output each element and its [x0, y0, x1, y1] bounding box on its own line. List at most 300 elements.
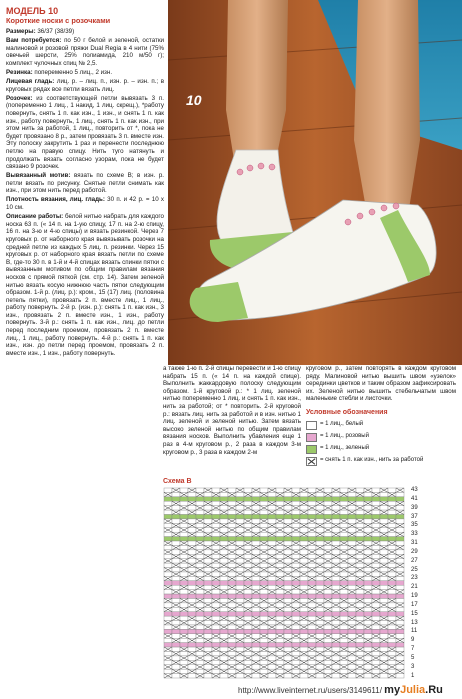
chart-cell: [212, 594, 220, 598]
chart-row-number: 1: [411, 672, 415, 679]
chart-cell: [380, 607, 388, 611]
chart-cell: [228, 625, 236, 629]
chart-cell: [316, 634, 324, 638]
chart-cell: [212, 625, 220, 629]
chart-cell: [372, 629, 380, 633]
chart-cell: [276, 651, 284, 655]
chart-cell: [284, 674, 292, 678]
chart-cell: [252, 612, 260, 616]
instruction-paragraph: [6, 37, 164, 67]
chart-cell: [284, 643, 292, 647]
chart-cell: [372, 638, 380, 642]
chart-row-number: 13: [411, 619, 418, 626]
chart-cell: [180, 501, 188, 505]
chart-cell: [188, 506, 196, 510]
chart-cell: [316, 528, 324, 532]
chart-cell: [372, 643, 380, 647]
chart-cell: [196, 488, 204, 492]
chart-cell: [324, 660, 332, 664]
chart-cell: [284, 519, 292, 523]
pattern-instructions-column: [6, 6, 164, 359]
chart-cell: [180, 523, 188, 527]
chart-cell: [244, 497, 252, 501]
chart-cell: [388, 488, 396, 492]
chart-cell: [268, 647, 276, 651]
chart-cell: [388, 545, 396, 549]
chart-cell: [364, 550, 372, 554]
chart-cell: [180, 510, 188, 514]
chart-cell: [396, 585, 404, 589]
chart-cell: [172, 612, 180, 616]
chart-cell: [260, 532, 268, 536]
chart-cell: [356, 563, 364, 567]
chart-cell: [332, 598, 340, 602]
chart-cell: [284, 541, 292, 545]
chart-cell: [268, 634, 276, 638]
chart-row-number: 25: [411, 566, 418, 573]
chart-cell: [196, 581, 204, 585]
chart-cell: [236, 550, 244, 554]
chart-cell: [324, 638, 332, 642]
chart-cell: [292, 603, 300, 607]
chart-cell: [332, 515, 340, 519]
footer-brand: [384, 684, 443, 696]
chart-cell: [236, 594, 244, 598]
chart-cell: [308, 616, 316, 620]
chart-cell: [228, 501, 236, 505]
chart-cell: [276, 497, 284, 501]
chart-cell: [308, 532, 316, 536]
chart-cell: [292, 510, 300, 514]
chart-cell: [164, 515, 172, 519]
chart-cell: [356, 612, 364, 616]
chart-cell: [348, 537, 356, 541]
chart-cell: [236, 541, 244, 545]
chart-cell: [268, 621, 276, 625]
chart-cell: [284, 647, 292, 651]
chart-cell: [212, 603, 220, 607]
chart-cell: [356, 643, 364, 647]
chart-cell: [188, 665, 196, 669]
chart-cell: [268, 598, 276, 602]
chart-cell: [252, 506, 260, 510]
chart-cell: [380, 598, 388, 602]
chart-cell: [268, 541, 276, 545]
chart-cell: [164, 497, 172, 501]
chart-cell: [236, 629, 244, 633]
chart-cell: [164, 488, 172, 492]
chart-cell: [172, 537, 180, 541]
chart-cell: [164, 501, 172, 505]
paragraph-label: Вывязанный мотив:: [6, 172, 71, 180]
chart-cell: [236, 515, 244, 519]
sock-photo: [168, 0, 462, 365]
chart-cell: [244, 660, 252, 664]
chart-cell: [308, 651, 316, 655]
chart-cell: [332, 612, 340, 616]
chart-cell: [292, 643, 300, 647]
chart-cell: [300, 559, 308, 563]
chart-cell: [220, 537, 228, 541]
chart-cell: [364, 674, 372, 678]
chart-cell: [180, 651, 188, 655]
chart-cell: [228, 638, 236, 642]
chart-cell: [236, 492, 244, 496]
chart-cell: [228, 497, 236, 501]
chart-cell: [228, 554, 236, 558]
chart-cell: [276, 638, 284, 642]
chart-cell: [228, 488, 236, 492]
chart-cell: [300, 594, 308, 598]
chart-cell: [284, 492, 292, 496]
chart-cell: [188, 537, 196, 541]
chart-cell: [396, 506, 404, 510]
chart-cell: [252, 576, 260, 580]
chart-cell: [164, 572, 172, 576]
chart-cell: [348, 550, 356, 554]
chart-cell: [364, 594, 372, 598]
chart-cell: [372, 497, 380, 501]
chart-row-number: 31: [411, 540, 418, 547]
chart-cell: [380, 492, 388, 496]
chart-cell: [172, 594, 180, 598]
chart-cell: [396, 643, 404, 647]
chart-cell: [316, 594, 324, 598]
chart-cell: [348, 674, 356, 678]
chart-cell: [260, 638, 268, 642]
chart-cell: [180, 603, 188, 607]
chart-cell: [348, 607, 356, 611]
paragraph-label: Розочек:: [6, 94, 33, 102]
chart-cell: [308, 638, 316, 642]
chart-cell: [364, 519, 372, 523]
chart-cell: [388, 515, 396, 519]
chart-cell: [252, 634, 260, 638]
chart-cell: [164, 554, 172, 558]
chart-cell: [364, 506, 372, 510]
chart-cell: [292, 488, 300, 492]
chart-cell: [356, 638, 364, 642]
chart-cell: [284, 665, 292, 669]
chart-cell: [220, 559, 228, 563]
chart-cell: [228, 515, 236, 519]
chart-cell: [388, 590, 396, 594]
chart-cell: [372, 501, 380, 505]
chart-cell: [300, 612, 308, 616]
chart-cell: [284, 515, 292, 519]
chart-cell: [180, 532, 188, 536]
chart-cell: [236, 612, 244, 616]
chart-cell: [340, 523, 348, 527]
chart-cell: [180, 612, 188, 616]
chart-cell: [364, 643, 372, 647]
chart-cell: [300, 643, 308, 647]
chart-cell: [316, 665, 324, 669]
chart-cell: [292, 638, 300, 642]
chart-cell: [324, 669, 332, 673]
chart-cell: [268, 581, 276, 585]
chart-cell: [348, 519, 356, 523]
chart-cell: [276, 545, 284, 549]
chart-cell: [236, 528, 244, 532]
chart-cell: [388, 651, 396, 655]
chart-cell: [332, 585, 340, 589]
chart-cell: [284, 598, 292, 602]
chart-cell: [340, 537, 348, 541]
chart-cell: [220, 607, 228, 611]
chart-cell: [212, 554, 220, 558]
chart-cell: [268, 559, 276, 563]
chart-cell: [260, 545, 268, 549]
chart-cell: [372, 581, 380, 585]
chart-cell: [316, 607, 324, 611]
chart-cell: [292, 669, 300, 673]
brand-part-julia: Julia: [400, 684, 426, 696]
chart-row-number: 27: [411, 557, 418, 564]
chart-cell: [204, 629, 212, 633]
chart-cell: [324, 612, 332, 616]
chart-cell: [340, 638, 348, 642]
chart-cell: [396, 598, 404, 602]
chart-cell: [324, 594, 332, 598]
chart-cell: [244, 651, 252, 655]
chart-cell: [268, 528, 276, 532]
chart-cell: [180, 515, 188, 519]
chart-cell: [268, 515, 276, 519]
chart-cell: [164, 537, 172, 541]
chart-cell: [228, 532, 236, 536]
chart-cell: [348, 541, 356, 545]
chart-cell: [380, 506, 388, 510]
chart-cell: [188, 585, 196, 589]
chart-cell: [204, 634, 212, 638]
chart-cell: [228, 594, 236, 598]
chart-cell: [252, 515, 260, 519]
chart-cell: [324, 572, 332, 576]
chart-cell: [268, 568, 276, 572]
chart-cell: [260, 488, 268, 492]
chart-cell: [316, 559, 324, 563]
paragraph-label: Плотность вязания, лиц. гладь:: [6, 196, 105, 204]
chart-cell: [164, 510, 172, 514]
chart-cell: [292, 501, 300, 505]
paragraph-text: лиц. р. – лиц. п., изн. р. – изн. п.; в круговых рядах все петли вязать лиц.: [6, 78, 164, 93]
chart-cell: [300, 576, 308, 580]
model-title: МОДЕЛЬ 10: [6, 6, 59, 16]
chart-cell: [372, 488, 380, 492]
chart-cell: [324, 603, 332, 607]
chart-cell: [172, 643, 180, 647]
chart-cell: [260, 501, 268, 505]
chart-cell: [396, 665, 404, 669]
chart-cell: [172, 634, 180, 638]
chart-cell: [188, 541, 196, 545]
chart-cell: [380, 581, 388, 585]
chart-cell: [372, 625, 380, 629]
chart-row-number: 41: [411, 495, 418, 502]
chart-cell: [332, 656, 340, 660]
chart-cell: [212, 563, 220, 567]
chart-cell: [380, 665, 388, 669]
chart-cell: [324, 510, 332, 514]
model-subtitle: Короткие носки с розочками: [6, 16, 111, 25]
chart-cell: [348, 621, 356, 625]
chart-cell: [204, 674, 212, 678]
chart-cell: [252, 621, 260, 625]
chart-cell: [236, 665, 244, 669]
knitting-chart: [163, 487, 409, 679]
chart-cell: [196, 625, 204, 629]
chart-cell: [180, 537, 188, 541]
chart-row-number: 11: [411, 628, 418, 635]
chart-cell: [300, 656, 308, 660]
chart-cell: [292, 581, 300, 585]
chart-cell: [276, 523, 284, 527]
chart-cell: [332, 528, 340, 532]
chart-cell: [164, 590, 172, 594]
chart-cell: [348, 528, 356, 532]
chart-cell: [292, 545, 300, 549]
chart-cell: [372, 594, 380, 598]
chart-cell: [172, 585, 180, 589]
chart-cell: [324, 554, 332, 558]
instruction-paragraph: [6, 172, 164, 195]
chart-cell: [316, 537, 324, 541]
chart-cell: [332, 643, 340, 647]
instruction-paragraphs: [6, 28, 164, 357]
chart-cell: [164, 660, 172, 664]
chart-cell: [180, 638, 188, 642]
chart-cell: [364, 607, 372, 611]
chart-cell: [212, 537, 220, 541]
chart-cell: [364, 492, 372, 496]
chart-cell: [212, 643, 220, 647]
chart-cell: [308, 625, 316, 629]
chart-cell: [204, 550, 212, 554]
chart-cell: [180, 643, 188, 647]
chart-cell: [180, 545, 188, 549]
chart-cell: [324, 501, 332, 505]
chart-cell: [308, 643, 316, 647]
chart-cell: [316, 598, 324, 602]
chart-cell: [244, 554, 252, 558]
chart-cell: [372, 651, 380, 655]
chart-cell: [164, 532, 172, 536]
chart-cell: [324, 581, 332, 585]
chart-cell: [340, 554, 348, 558]
chart-cell: [316, 674, 324, 678]
chart-cell: [300, 541, 308, 545]
chart-cell: [380, 621, 388, 625]
chart-row-number: 3: [411, 663, 415, 670]
chart-cell: [380, 541, 388, 545]
chart-cell: [284, 621, 292, 625]
chart-cell: [172, 515, 180, 519]
chart-cell: [348, 598, 356, 602]
chart-cell: [308, 523, 316, 527]
chart-cell: [244, 532, 252, 536]
chart-cell: [396, 576, 404, 580]
chart-cell: [236, 598, 244, 602]
chart-cell: [252, 541, 260, 545]
chart-cell: [212, 612, 220, 616]
chart-cell: [164, 594, 172, 598]
chart-cell: [196, 638, 204, 642]
chart-cell: [172, 550, 180, 554]
chart-cell: [172, 598, 180, 602]
chart-cell: [276, 532, 284, 536]
chart-cell: [276, 537, 284, 541]
chart-cell: [308, 590, 316, 594]
chart-cell: [244, 501, 252, 505]
chart-cell: [172, 528, 180, 532]
chart-cell: [284, 576, 292, 580]
chart-cell: [340, 501, 348, 505]
chart-cell: [340, 629, 348, 633]
chart-cell: [300, 519, 308, 523]
chart-cell: [340, 643, 348, 647]
chart-cell: [364, 581, 372, 585]
chart-cell: [388, 629, 396, 633]
chart-cell: [188, 674, 196, 678]
chart-cell: [332, 497, 340, 501]
chart-cell: [212, 616, 220, 620]
chart-cell: [340, 572, 348, 576]
chart-cell: [316, 585, 324, 589]
chart-cell: [396, 612, 404, 616]
chart-cell: [292, 532, 300, 536]
chart-cell: [348, 634, 356, 638]
chart-cell: [164, 563, 172, 567]
chart-cell: [188, 497, 196, 501]
chart-cell: [188, 598, 196, 602]
chart-cell: [260, 651, 268, 655]
chart-cell: [300, 506, 308, 510]
chart-cell: [172, 541, 180, 545]
chart-cell: [220, 647, 228, 651]
chart-cell: [172, 576, 180, 580]
chart-cell: [204, 647, 212, 651]
chart-cell: [252, 598, 260, 602]
chart-cell: [388, 537, 396, 541]
chart-cell: [276, 510, 284, 514]
legend-item: [306, 457, 456, 466]
chart-cell: [364, 559, 372, 563]
chart-cell: [204, 621, 212, 625]
chart-cell: [300, 528, 308, 532]
chart-cell: [292, 523, 300, 527]
chart-cell: [316, 492, 324, 496]
chart-cell: [332, 581, 340, 585]
chart-cell: [204, 528, 212, 532]
chart-cell: [356, 660, 364, 664]
chart-cell: [220, 612, 228, 616]
footer-url: http://www.liveinternet.ru/users/3149611/: [238, 686, 382, 695]
chart-cell: [204, 497, 212, 501]
chart-cell: [372, 554, 380, 558]
chart-cell: [212, 523, 220, 527]
chart-cell: [372, 572, 380, 576]
chart-cell: [348, 497, 356, 501]
chart-cell: [260, 497, 268, 501]
instruction-paragraph: [6, 28, 164, 36]
chart-cell: [204, 581, 212, 585]
chart-cell: [236, 674, 244, 678]
chart-cell: [204, 506, 212, 510]
legend-text: = 1 лиц., зеленый: [320, 445, 370, 452]
chart-cell: [268, 550, 276, 554]
chart-cell: [396, 537, 404, 541]
